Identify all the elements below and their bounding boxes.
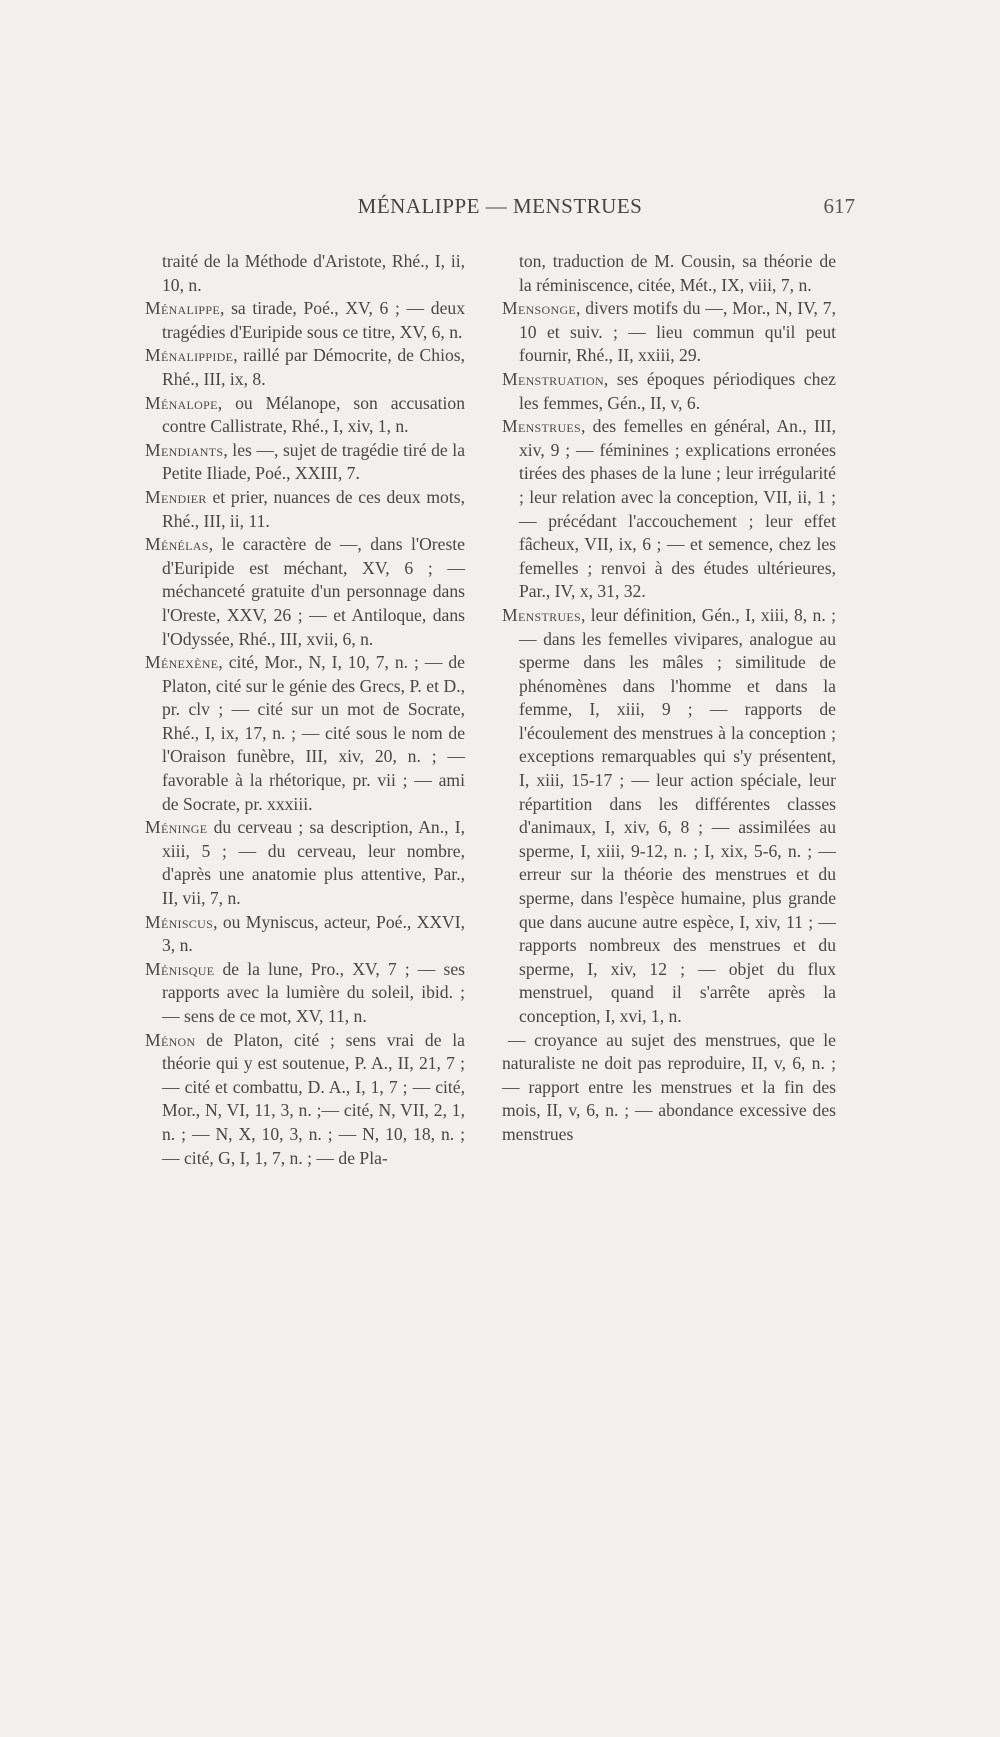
headword: Mendiants	[145, 439, 224, 460]
headword: Ménélas	[145, 534, 209, 555]
index-entry: Ménisque de la lune, Pro., XV, 7 ; — ses rapports avec la lumière du soleil, ibid. ; — sens de ce mot, XV, 11, n.	[145, 958, 465, 1026]
headword: Mendier	[145, 486, 207, 507]
index-entry: traité de la Méthode d'Aristote, Rhé., I, ii, 10, n.	[162, 251, 465, 295]
index-entry: ton, traduction de M. Cousin, sa théorie de la réminiscence, citée, Mét., IX, viii, 7, n.	[519, 251, 836, 295]
index-entry: Ménalippe, sa tirade, Poé., XV, 6 ; — deux tragédies d'Euripide sous ce titre, XV, 6, n.	[145, 298, 465, 342]
index-entry: Ménalope, ou Mélanope, son accusation contre Callistrate, Rhé., I, xiv, 1, n.	[145, 392, 465, 437]
index-entry: Menstruation, ses époques périodiques chez les femmes, Gén., II, v, 6.	[502, 368, 836, 413]
running-head	[145, 194, 855, 224]
index-entry: Mendiants, les —, sujet de tragédie tiré de la Petite Iliade, Poé., XXIII, 7.	[145, 439, 465, 484]
headword: Menstruation	[502, 368, 604, 389]
index-entry: Méninge du cerveau ; sa description, An., I, xiii, 5 ; — du cerveau, leur nombre, d'après une anatomie plus attentive, Par., II, vii, 7, n.	[145, 817, 465, 909]
headword: Ménisque	[145, 958, 215, 979]
index-entry: Ménon de Platon, cité ; sens vrai de la théorie qui y est soutenue, P. A., II, 21, 7 ; — cité et combattu, D. A., I, 1, 7 ; — cité, Mor., N, VI, 11, 3, n. ;— cité, N, VII, 2, 1, n. ; — N, X, 10, 3, n. ; — N, 10, 18, n. ; — cité, G, I, 1, 7, n. ; — de Pla-	[145, 1029, 465, 1168]
headword: Mensonge	[502, 298, 577, 319]
left-column	[145, 250, 465, 1170]
index-entry: Mensonge, divers motifs du —, Mor., N, IV, 7, 10 et suiv. ; — lieu commun qu'il peut fournir, Rhé., II, xxiii, 29.	[502, 298, 836, 366]
headword: Ménexène	[145, 652, 219, 673]
headword: Ménon	[145, 1029, 196, 1050]
index-entry: Menstrues, des femelles en général, An., III, xiv, 9 ; — féminines ; explications erronées tirées des phases de la lune ; leur irrégularité ; leur relation avec la conception, VII, ii, 1 ; — précédant l'accouchement ; leur effet fâcheux, VII, ix, 6 ; — et semence, chez les femelles ; renvoi à des études ultérieures, Par., IV, x, 31, 32.	[502, 416, 836, 602]
headword: Ménalippide	[145, 345, 234, 366]
index-entry: — croyance au sujet des menstrues, que le naturaliste ne doit pas reproduire, II, v, 6, n. ; — rapport entre les menstrues et la fin des mois, II, v, 6, n. ; — abondance excessive des menstrues	[502, 1029, 836, 1144]
page-title: MÉNALIPPE — MENSTRUES	[357, 194, 643, 218]
index-entry: Mendier et prier, nuances de ces deux mots, Rhé., III, ii, 11.	[145, 486, 465, 531]
headword: Menstrues	[502, 604, 582, 625]
headword: Menstrues	[502, 416, 582, 437]
index-entry: Menstrues, leur définition, Gén., I, xiii, 8, n. ; — dans les femelles vivipares, analogue au sperme dans les mâles ; similitude de phénomènes dans l'homme et dans la femme, I, xiii, 9 ; — rapports de l'écoulement des menstrues à la conception ; exceptions remarquables qui s'y présentent, I, xiii, 15-17 ; — leur action spéciale, leur répartition dans les différentes classes d'animaux, I, xiv, 6, 8 ; — assimilées au sperme, I, xiii, 9-12, n. ; I, xix, 5-6, n. ; — erreur sur la théorie des menstrues et du sperme, dans l'espèce humaine, plus grande que dans aucune autre espèce, I, xiv, 11 ; — rapports nombreux des menstrues et du sperme, I, xiv, 12 ; — objet du flux menstruel, quand il s'arrête après la conception, I, xvi, 1, n.	[502, 604, 836, 1026]
headword: Ménalippe	[145, 298, 221, 319]
right-column	[502, 250, 836, 1147]
headword: Ménalope	[145, 392, 218, 413]
headword: Méninge	[145, 817, 208, 838]
index-entry: Ménélas, le caractère de —, dans l'Oreste d'Euripide est méchant, XV, 6 ; — méchanceté gratuite d'un personnage dans l'Oreste, XXV, 26 ; — et Antiloque, dans l'Odyssée, Rhé., III, xvii, 6, n.	[145, 534, 465, 649]
page-number: 617	[823, 194, 855, 218]
index-entry: Ménexène, cité, Mor., N, I, 10, 7, n. ; — de Platon, cité sur le génie des Grecs, P. et D., pr. clv ; — cité sur un mot de Socrate, Rhé., I, ix, 17, n. ; — cité sous le nom de l'Oraison funèbre, III, xiv, 20, n. ; — favorable à la rhétorique, pr. vii ; — ami de Socrate, pr. xxxiii.	[145, 652, 465, 814]
headword: Méniscus	[145, 911, 214, 932]
index-entry: Méniscus, ou Myniscus, acteur, Poé., XXVI, 3, n.	[145, 911, 465, 956]
index-entry: Ménalippide, raillé par Démocrite, de Chios, Rhé., III, ix, 8.	[145, 345, 465, 389]
